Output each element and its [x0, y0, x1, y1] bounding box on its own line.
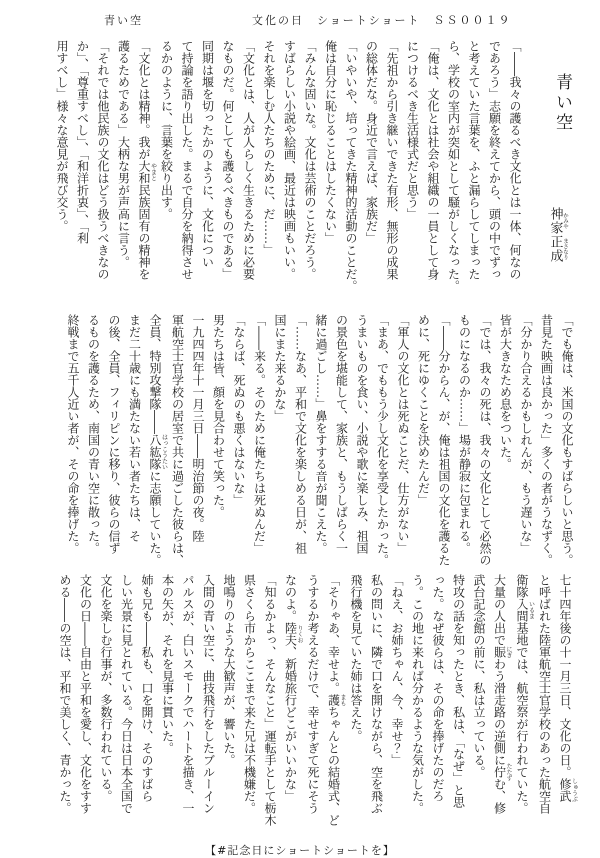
text-column: すばらしい小説や絵画、最近は映画もいい。 — [282, 40, 297, 280]
text-column: 緒に過ごし……」鼻をすする音が聞こえた。 — [314, 314, 328, 554]
text-column: うまいものを食い、小説や歌に楽しみ、祖国 — [355, 314, 369, 554]
text-column: 「ねえ、お姉ちゃん、今、幸せ？」 — [390, 574, 404, 766]
text-column: うするか考えるだけで、幸せすぎて死にそう — [306, 574, 320, 814]
text-column: 文化の日――自由と平和を愛し、文化をすす — [78, 574, 93, 814]
text-column: につけるべき生活様式だと思う」 — [405, 40, 420, 220]
text-column: 飛行機を見ていた姉は答えた。 — [349, 574, 363, 742]
text-band-middle — [26, 314, 577, 586]
text-column: 終戦まで五千人近い者が、その命を捧げた。 — [66, 314, 80, 554]
text-column: 「俺は、文化とは社会や組織の一員として身 — [426, 40, 440, 280]
text-column: める――の空は、平和で美しく、青かった。 — [58, 574, 72, 814]
text-column: 「そりゃあ、幸せよ。護まもちゃんとの結婚式、ど — [326, 574, 346, 826]
text-column: 男たちは皆、顔を見合わせて笑った。 — [211, 314, 226, 518]
text-column: 「みんな固いな。文化は芸術のことだろう。 — [303, 40, 317, 280]
text-column: 七十四年後の十一月三日、文化の日。修武しゅうぶ — [558, 574, 578, 802]
text-column: 衛隊入間いるま基地では、航空祭が行われていた。 — [515, 574, 535, 814]
text-column: と考えていた言葉を、ふと漏らしてしまった — [467, 40, 481, 280]
text-column: 「文化とは精神。我が大和やまと民族固有の精神を — [137, 40, 157, 280]
text-column: 「先祖から引き継いできた有形、無形の成果 — [385, 40, 399, 280]
text-column: 県さくら市からここまで来た兄は不機嫌だ。 — [242, 574, 257, 814]
title-column — [525, 40, 577, 312]
text-column: パルスが、白いスモークでハートを描き、一 — [181, 574, 195, 814]
text-column: なものだ。何としても護るべきものである」 — [221, 40, 235, 280]
text-column: 「でも俺は、米国の文化もすばらしいと思う。 — [560, 314, 574, 566]
text-column: なのよ。陸夫りくお、新婚旅行どこがいいかな」 — [283, 574, 303, 802]
text-column: であろう」志願を終えてから、頭の中でずっ — [487, 40, 502, 280]
text-column: の後、全員、フィリピンに移り、彼らの信ず — [107, 314, 121, 554]
text-column: 「――来る。そのために俺たちは死ぬんだ」 — [252, 314, 267, 554]
text-column: るかのように、言葉を絞り出す。 — [159, 40, 174, 220]
text-column: 昔見た映画は良かった」多くの者がうなずく。 — [539, 314, 554, 566]
text-column: か」、「尊重すべし」、「和洋折衷」、「利 — [75, 40, 90, 244]
text-column: めに、死にゆくことを決めたんだ」 — [416, 314, 431, 506]
text-column: それを楽しむ人たちのために、だ……」 — [262, 40, 276, 256]
text-column: 用すべし」様々な意見が飛び交う。 — [55, 40, 69, 232]
text-column: 護るためである」大柄な男が声高に言う。 — [116, 40, 131, 268]
text-column: 「……なあ、平和で文化を楽しめる日が、祖 — [293, 314, 308, 554]
text-column: 姉も兄も――私も、口を開け、そのすばら — [140, 574, 154, 802]
text-column: しい光景に見とれている。今日は日本全国で — [119, 574, 134, 814]
text-column: 俺は自分に恥じることはしたくない」 — [323, 40, 338, 244]
text-column: 特攻の話を知ったとき、私は、「なぜ」と思 — [451, 574, 466, 808]
text-column: 「知るかよっ、そんなこと」運転手として栃木 — [263, 574, 277, 826]
text-column: 皆が大きなため息をついた。 — [498, 314, 513, 470]
text-column: 「――分からん、が、俺は祖国の文化を護るた — [437, 314, 451, 566]
text-band-top — [26, 40, 577, 312]
text-column: 地鳴りのような大歓声が、響いた。 — [222, 574, 236, 766]
text-column: 「では、我々の死は、我々の文化として必然の — [478, 314, 492, 566]
text-column: 「分かり合えるかもしれんが、もう遅いな」 — [519, 314, 533, 554]
text-column: った。なぜ彼らは、その命を捧げたのだろ — [431, 574, 445, 802]
text-column: ら、学校の室内が突如として騒がしくなった。 — [446, 40, 461, 292]
text-column: 「軍人の文化とは死ぬことだ、仕方がない」 — [396, 314, 410, 554]
text-column: 一九四四年十一月三日――明治節の夜。陸 — [191, 314, 205, 542]
text-column: まだ二十歳にも満たない若い者たちは、そ — [127, 314, 142, 542]
text-column: 武台記念館の前に、私は立っている。 — [472, 574, 486, 778]
text-column: 「ならば、死ぬのも悪くはないな」 — [232, 314, 246, 506]
text-column: と呼ばれた陸軍航空士官学校のあった航空自 — [537, 574, 552, 814]
text-column: 軍航空士官学校の居室で共に過ごした彼らは、 — [170, 314, 185, 566]
header-edition-label: 文化の日 ショートショート ＳＳ００１９ — [252, 14, 512, 27]
text-column: ものになるのか……」場が静寂に包まれる。 — [457, 314, 472, 554]
story-author: 神家 かみや正成 まさなり — [547, 207, 568, 263]
text-column: て持論を語り出した。まるで自分を納得させ — [180, 40, 194, 280]
text-column: 本の矢が、それを見事に貫いた。 — [160, 574, 175, 754]
text-column: 文化を楽しむ行事が、多数行われている。 — [99, 574, 113, 802]
text-column: 「いやいや、培ってきた精神的活動のことだ。 — [344, 40, 358, 292]
text-column: 国にまた来るかな」 — [273, 314, 287, 422]
text-column: 「文化とは、人が人らしく生きるために必要 — [241, 40, 256, 280]
text-column: るものを護るため、南国の青い空に散った。 — [86, 314, 101, 554]
text-column: 同期は堰を切ったかのように、文化につい — [200, 40, 215, 268]
story-title: 青い空 — [552, 73, 572, 133]
text-column: 私の問いに、隣で口を開けながら、空を飛ぶ — [369, 574, 384, 814]
text-column: 「それでは他民族の文化はどう扱うべきなの — [96, 40, 110, 280]
header-running-title: 青い空 — [104, 14, 143, 27]
page-header — [0, 12, 600, 28]
text-band-bottom — [26, 574, 577, 846]
text-column: 入間の青い空に、曲技飛行をしたブルーイン — [201, 574, 216, 814]
text-column: 「――我々の護るべき文化とは一体、何なの — [508, 40, 522, 280]
text-column: 大量の人出で賑にぎわう滑走路の逆側に佇たたずむ、修 — [492, 574, 512, 814]
text-column: う。この地に来れば分かるような気がした。 — [410, 574, 425, 814]
text-column: の総体だな。身近で言えば、家族だ」 — [364, 40, 379, 244]
page-footer: 【#記念日にショートショートを】 — [205, 844, 395, 857]
text-column: 全員、特別攻撃隊――八紘隊はっこうたいに志願していた。 — [148, 314, 168, 566]
text-column: 「まあ、でももう少し文化を享受したかった。 — [375, 314, 390, 566]
text-column: の景色を堪能して、家族と、もうしばらく一 — [334, 314, 349, 554]
